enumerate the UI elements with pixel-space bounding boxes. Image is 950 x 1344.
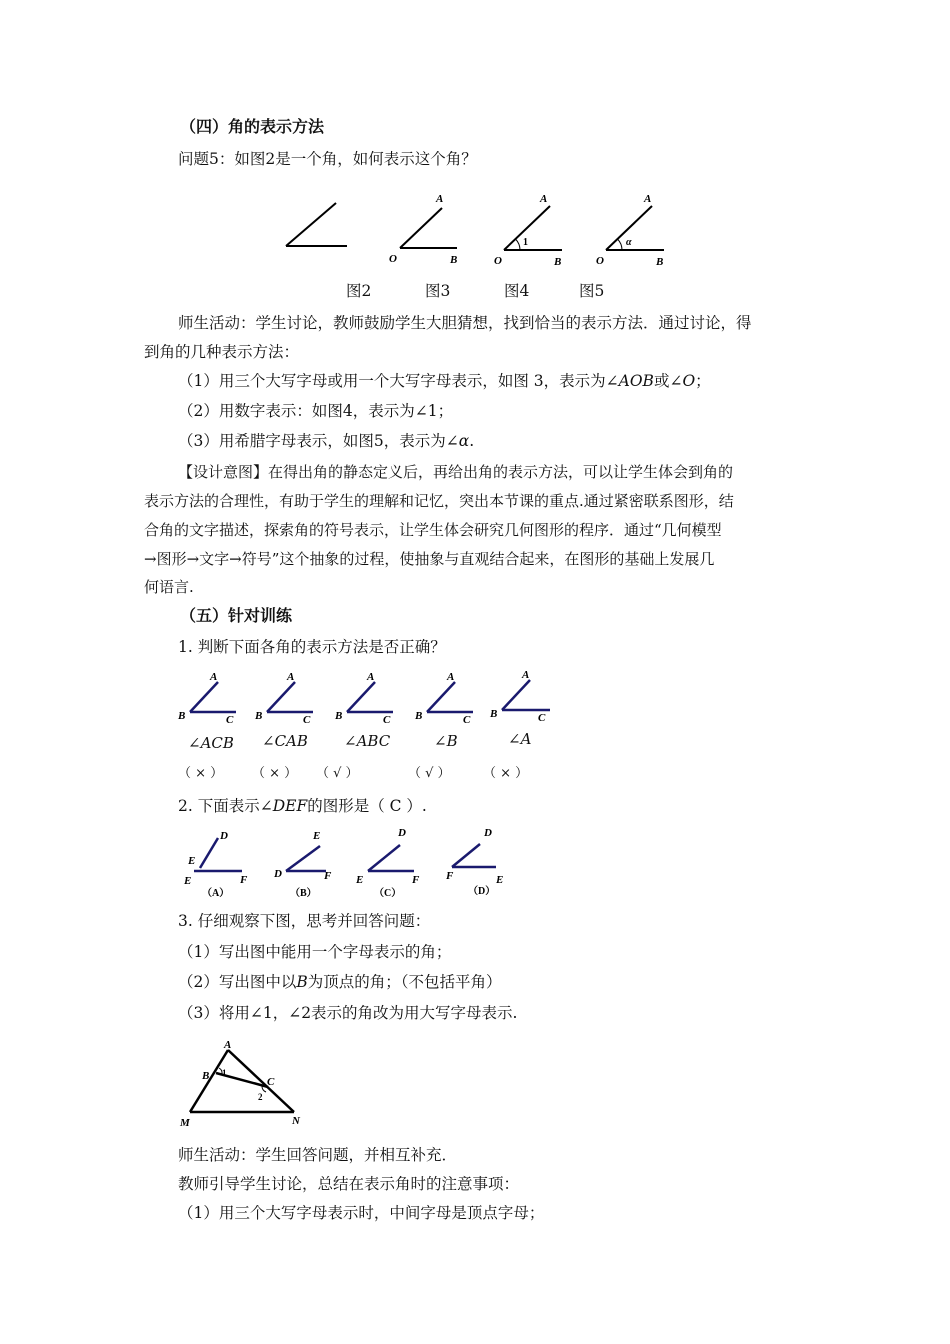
svg-text:B: B: [255, 710, 263, 722]
design-intent-line-1: 【设计意图】在得出角的静态定义后，再给出角的表示方法，可以让学生体会到角的: [178, 463, 734, 481]
exercise-3-sub-3: （3）将用∠1，∠2表示的角改为用大写字母表示.: [178, 1004, 518, 1022]
svg-text:C: C: [383, 714, 391, 726]
ex1-angle-3: [333, 668, 403, 728]
fig4-label-b: B: [554, 256, 562, 268]
svg-text:E: E: [496, 874, 504, 886]
figure-5-angle: [590, 190, 680, 270]
svg-text:C: C: [463, 714, 471, 726]
svg-text:C: C: [303, 714, 311, 726]
svg-text:A: A: [210, 671, 218, 683]
svg-text:（C）: （C）: [374, 888, 402, 899]
teacher-guide-line: 教师引导学生讨论，总结在表示角时的注意事项：: [178, 1175, 520, 1193]
design-intent-line-5: 何语言.: [144, 578, 194, 596]
figure-2-angle: [280, 200, 360, 255]
exercise-3-sub-2: （2）写出图中以B为顶点的角；（不包括平角）: [178, 973, 502, 991]
svg-text:（D）: （D）: [468, 886, 496, 897]
fig5-label-a: A: [644, 193, 652, 205]
svg-text:F: F: [240, 874, 248, 886]
svg-text:D: D: [484, 827, 492, 839]
exercise-2-text: 2. 下面表示∠DEF的图形是（ C ）.: [178, 797, 427, 815]
activity-line-1: 师生活动：学生讨论，教师鼓励学生大胆猜想，找到恰当的表示方法．通过讨论，得: [178, 314, 752, 332]
fig5-label-b: B: [656, 256, 664, 268]
ex1-angle-1: [176, 668, 246, 728]
ex1-answer-2: （ × ）: [252, 766, 298, 781]
svg-text:E: E: [184, 875, 192, 887]
svg-text:E: E: [313, 830, 321, 842]
svg-text:C: C: [538, 712, 546, 724]
figure-4-caption: 图4: [504, 282, 530, 300]
activity-line: 师生活动：学生回答问题，并相互补充．: [178, 1146, 458, 1164]
ex1-answer-5: （ × ）: [483, 766, 529, 781]
ex2-option-c: [350, 824, 435, 900]
svg-text:B: B: [178, 710, 186, 722]
fig3-label-b: B: [450, 254, 458, 266]
ex3-triangle-figure: [176, 1036, 316, 1131]
svg-text:（A）: （A）: [202, 888, 230, 899]
svg-text:B: B: [415, 710, 423, 722]
method-1: （1）用三个大写字母或用一个大写字母表示，如图 3，表示为∠AOB或∠O；: [178, 372, 711, 390]
fig5-label-o: O: [596, 255, 604, 267]
svg-text:A: A: [287, 671, 295, 683]
exercise-1-text: 1. 判断下面各角的表示方法是否正确？: [178, 638, 446, 656]
svg-text:E: E: [188, 855, 196, 867]
svg-text:D: D: [398, 827, 406, 839]
svg-text:F: F: [412, 874, 420, 886]
svg-text:N: N: [292, 1115, 300, 1127]
svg-text:M: M: [180, 1117, 190, 1129]
ex1-notation-5: ∠A: [508, 730, 532, 748]
design-intent-line-2: 表示方法的合理性，有助于学生的理解和记忆，突出本节课的重点.通过紧密联系图形，结: [144, 492, 734, 510]
svg-text:（B）: （B）: [290, 888, 317, 899]
exercise-3-text: 3. 仔细观察下图，思考并回答问题：: [178, 912, 431, 930]
svg-text:C: C: [226, 714, 234, 726]
figure-3-angle: [380, 190, 470, 270]
svg-text:F: F: [446, 870, 454, 882]
svg-text:D: D: [220, 830, 228, 842]
ex1-angle-5: [488, 668, 558, 728]
fig4-label-1: 1: [523, 237, 528, 248]
fig3-label-a: A: [436, 193, 444, 205]
method-2: （2）用数字表示：如图4，表示为∠1；: [178, 402, 454, 420]
figure-2-caption: 图2: [346, 282, 372, 300]
svg-text:E: E: [356, 874, 364, 886]
ex1-notation-2: ∠CAB: [262, 732, 308, 750]
ex1-notation-3: ∠ABC: [344, 732, 391, 750]
svg-text:A: A: [224, 1039, 232, 1051]
svg-text:B: B: [490, 708, 498, 720]
svg-text:D: D: [274, 868, 282, 880]
svg-text:C: C: [267, 1076, 275, 1088]
ex1-answer-3: （ √ ）: [316, 766, 359, 781]
ex1-angle-4: [413, 668, 483, 728]
figure-3-caption: 图3: [425, 282, 451, 300]
svg-text:B: B: [202, 1070, 210, 1082]
fig5-label-alpha: α: [626, 237, 632, 248]
fig4-label-a: A: [540, 193, 548, 205]
ex2-option-d: [440, 824, 520, 900]
ex1-answer-4: （ √ ）: [408, 766, 451, 781]
ex1-answer-1: （ × ）: [178, 766, 224, 781]
fig3-label-o: O: [389, 253, 397, 265]
svg-text:A: A: [447, 671, 455, 683]
svg-text:A: A: [367, 671, 375, 683]
design-intent-line-4: →图形→文字→符号”这个抽象的过程，使抽象与直观结合起来，在图形的基础上发展几: [144, 550, 715, 568]
fig4-label-o: O: [494, 255, 502, 267]
activity-line-2: 到角的几种表示方法：: [144, 343, 300, 361]
figure-4-angle: [490, 190, 580, 270]
svg-text:F: F: [324, 870, 332, 882]
svg-text:A: A: [522, 669, 530, 681]
design-intent-line-3: 合角的文字描述，探索角的符号表示，让学生体会研究几何图形的程序．通过“几何模型: [144, 521, 722, 539]
section-5-heading: （五）针对训练: [180, 606, 293, 625]
question-5: 问题5：如图2是一个角，如何表示这个角？: [178, 150, 477, 168]
ex2-option-a: [178, 824, 258, 900]
svg-text:2: 2: [258, 1092, 263, 1102]
svg-text:1: 1: [222, 1068, 227, 1078]
note-1: （1）用三个大写字母表示时，中间字母是顶点字母；: [178, 1204, 545, 1222]
ex2-option-b: [266, 824, 346, 900]
figure-5-caption: 图5: [579, 282, 605, 300]
method-3: （3）用希腊字母表示，如图5，表示为∠α.: [178, 432, 475, 450]
ex1-notation-4: ∠B: [434, 732, 458, 750]
section-4-heading: （四）角的表示方法: [180, 117, 325, 136]
ex1-angle-2: [253, 668, 323, 728]
exercise-3-sub-1: （1）写出图中能用一个字母表示的角；: [178, 943, 452, 961]
svg-text:B: B: [335, 710, 343, 722]
ex1-notation-1: ∠ACB: [188, 734, 234, 752]
